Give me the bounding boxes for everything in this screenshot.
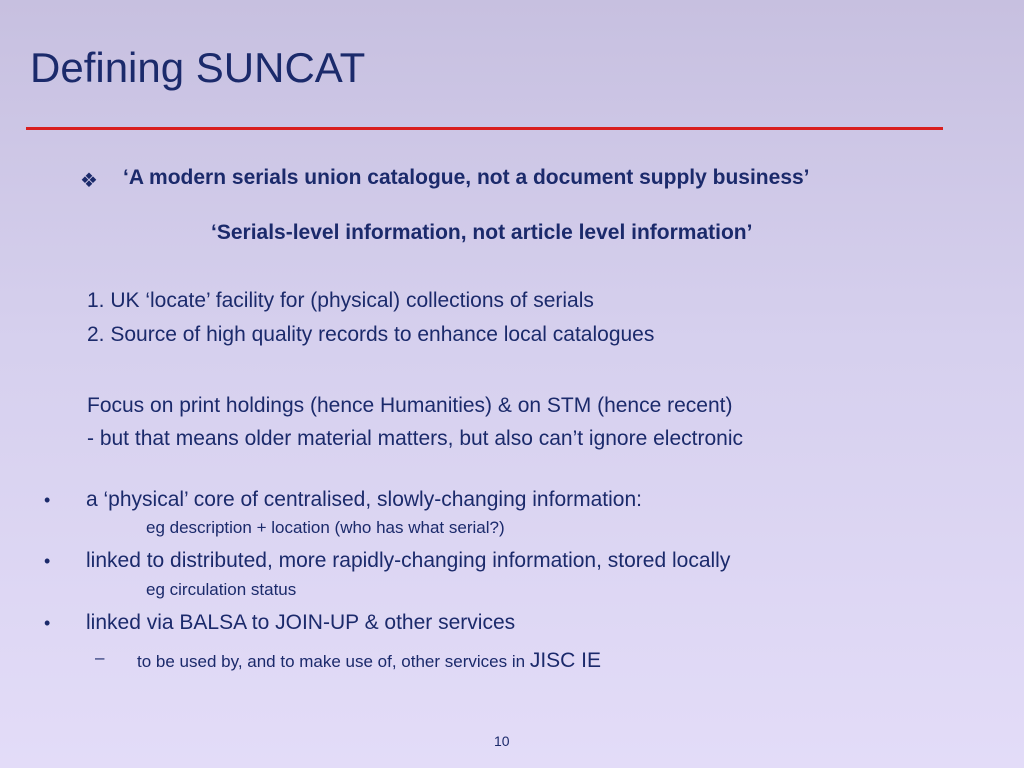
- bullet-icon: •: [44, 490, 51, 510]
- dash-icon: –: [95, 648, 105, 667]
- sub-item-circulation-status: eg circulation status: [146, 580, 297, 599]
- bullet-physical-core: a ‘physical’ core of centralised, slowly-changing information:: [86, 488, 642, 511]
- sub-item-description-location: eg description + location (who has what serial?): [146, 518, 505, 537]
- bullet-icon: •: [44, 551, 51, 571]
- bullet-icon: •: [44, 613, 51, 633]
- bullet-balsa-link: linked via BALSA to JOIN-UP & other services: [86, 611, 516, 634]
- focus-line: Focus on print holdings (hence Humanities) & on STM (hence recent): [87, 394, 733, 417]
- slide-title: Defining SUNCAT: [30, 44, 366, 91]
- bullet-distributed-info: linked to distributed, more rapidly-changing information, stored locally: [86, 549, 731, 572]
- quote-modern-serials: ‘A modern serials union catalogue, not a document supply business’: [123, 166, 810, 189]
- page-number: 10: [494, 733, 510, 749]
- title-underline: [26, 127, 943, 130]
- numbered-item-1: 1. UK ‘locate’ facility for (physical) collections of serials: [87, 289, 594, 312]
- dash-item-emphasis: JISC IE: [529, 649, 601, 672]
- diamond-bullet-icon: ❖: [80, 170, 98, 192]
- focus-caveat-line: - but that means older material matters, but also can’t ignore electronic: [87, 427, 743, 450]
- dash-item-jisc: [137, 649, 601, 673]
- dash-item-text: to be used by, and to make use of, other services in: [137, 652, 526, 671]
- quote-serials-level: ‘Serials-level information, not article level information’: [211, 221, 753, 244]
- numbered-item-2: 2. Source of high quality records to enhance local catalogues: [87, 323, 655, 346]
